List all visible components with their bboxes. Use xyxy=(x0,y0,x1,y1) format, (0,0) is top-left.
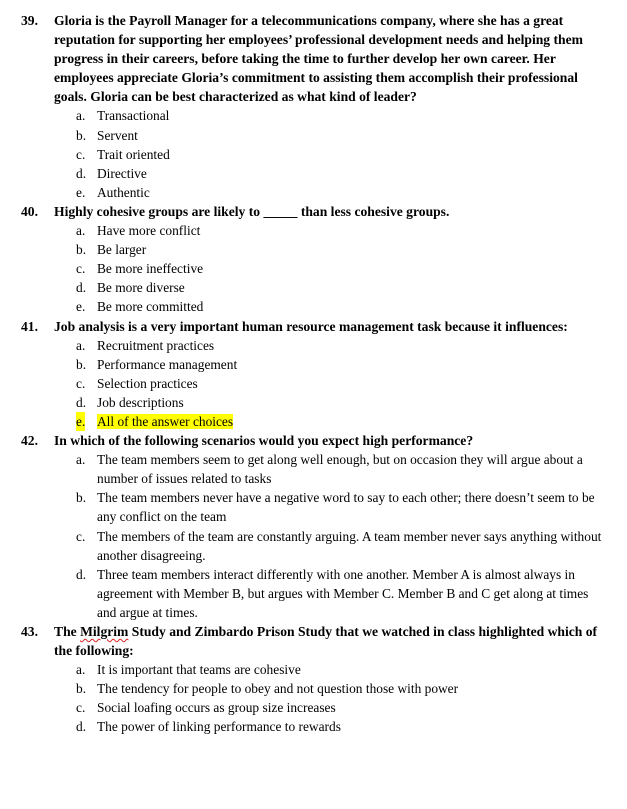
option-text: Be larger xyxy=(97,242,147,258)
option-letter: d. xyxy=(76,165,87,181)
option-letter: d. xyxy=(76,719,87,735)
option-item xyxy=(0,488,627,526)
option-text: It is important that teams are cohesive xyxy=(97,662,301,678)
option-text: Directive xyxy=(97,165,147,181)
option-text: The power of linking performance to rewards xyxy=(97,719,341,735)
question-41 xyxy=(0,317,627,336)
question-43 xyxy=(0,622,627,660)
option-text: The tendency for people to obey and not question those with power xyxy=(97,681,459,697)
option-letter: c. xyxy=(76,261,86,277)
option-item xyxy=(0,527,627,565)
option-item xyxy=(0,565,627,622)
option-item xyxy=(0,240,627,259)
option-text: Have more conflict xyxy=(97,223,201,239)
option-item xyxy=(0,106,627,125)
option-letter: a. xyxy=(76,662,86,678)
option-text: Selection practices xyxy=(97,375,198,391)
option-item xyxy=(0,717,627,736)
option-text: Social loafing occurs as group size increases xyxy=(97,700,336,716)
option-item-highlighted xyxy=(0,412,627,431)
option-item xyxy=(0,374,627,393)
question-39 xyxy=(0,11,627,106)
option-letter: d. xyxy=(76,394,87,410)
option-item xyxy=(0,336,627,355)
option-text: Trait oriented xyxy=(97,146,170,162)
option-letter: a. xyxy=(76,452,86,468)
option-letter: c. xyxy=(76,146,86,162)
option-item xyxy=(0,145,627,164)
option-item xyxy=(0,393,627,412)
option-letter: a. xyxy=(76,108,86,124)
option-item xyxy=(0,660,627,679)
option-item xyxy=(0,278,627,297)
option-letter: a. xyxy=(76,223,86,239)
option-letter: c. xyxy=(76,700,86,716)
option-item xyxy=(0,698,627,717)
option-letter: b. xyxy=(76,242,87,258)
question-number: 41. xyxy=(21,318,38,334)
option-letter: e. xyxy=(76,299,86,315)
option-text: The team members never have a negative word to say to each other; there doesn’t seem to be any conflict on the team xyxy=(97,490,595,525)
option-text-highlighted: All of the answer choices xyxy=(97,413,234,429)
option-item xyxy=(0,126,627,145)
option-letter: b. xyxy=(76,490,87,506)
option-letter: b. xyxy=(76,356,87,372)
option-letter: b. xyxy=(76,681,87,697)
option-item xyxy=(0,450,627,488)
option-text: Three team members interact differently with one another. Member A is almost always in agreement with Member B, but argues with Member C. Member B and C get along at times and argue at times. xyxy=(97,566,589,620)
option-letter: c. xyxy=(76,375,86,391)
option-text: Be more ineffective xyxy=(97,261,204,277)
question-text-pre: The xyxy=(54,624,81,639)
options-list-40 xyxy=(0,221,627,316)
option-letter: a. xyxy=(76,337,86,353)
option-letter: c. xyxy=(76,528,86,544)
option-letter: e. xyxy=(76,412,85,431)
options-list-43 xyxy=(0,660,627,736)
option-text: Performance management xyxy=(97,356,238,372)
option-text: Job descriptions xyxy=(97,394,184,410)
option-letter: d. xyxy=(76,566,87,582)
question-40 xyxy=(0,202,627,221)
option-text: The team members seem to get along well enough, but on occasion they will argue about a number of issues related to tasks xyxy=(97,452,583,487)
document-page xyxy=(0,11,627,737)
option-text: Authentic xyxy=(97,184,150,200)
question-number: 43. xyxy=(21,624,38,639)
option-item xyxy=(0,259,627,278)
options-list-39 xyxy=(0,106,627,201)
options-list-41 xyxy=(0,336,627,431)
option-letter: d. xyxy=(76,280,87,296)
options-list-42 xyxy=(0,450,627,622)
question-text: Job analysis is a very important human resource management task because it influences: xyxy=(54,318,568,334)
question-number: 39. xyxy=(21,13,38,28)
option-item xyxy=(0,679,627,698)
question-text: Highly cohesive groups are likely to _____ than less cohesive groups. xyxy=(54,203,450,219)
option-text: Recruitment practices xyxy=(97,337,215,353)
question-text: In which of the following scenarios would you expect high performance? xyxy=(54,433,474,449)
option-letter: e. xyxy=(76,184,86,200)
question-number: 42. xyxy=(21,433,38,449)
option-item xyxy=(0,297,627,316)
question-text: Gloria is the Payroll Manager for a telecommunications company, where she has a great reputation for supporting her employees’ professional development needs and helping them progress in their careers, before taking the time to further develop her own career. Her employees appreciate Gloria’s commitment to assisting them accomplish their professional goals. Gloria can be best characterized as what kind of leader? xyxy=(54,13,583,105)
option-item xyxy=(0,355,627,374)
option-item xyxy=(0,221,627,240)
question-number: 40. xyxy=(21,203,38,219)
question-text-post: Study and Zimbardo Prison Study that we watched in class highlighted which of the following: xyxy=(54,624,598,659)
option-item xyxy=(0,183,627,202)
option-text: Be more diverse xyxy=(97,280,185,296)
misspelled-word[interactable]: Milgrim xyxy=(80,624,129,639)
option-text: Transactional xyxy=(97,108,170,124)
option-text: The members of the team are constantly arguing. A team member never says anything without another disagreeing. xyxy=(97,528,602,563)
option-text: Be more committed xyxy=(97,299,204,315)
question-42 xyxy=(0,431,627,450)
option-text: Servent xyxy=(97,127,138,143)
option-letter: b. xyxy=(76,127,87,143)
option-item xyxy=(0,164,627,183)
